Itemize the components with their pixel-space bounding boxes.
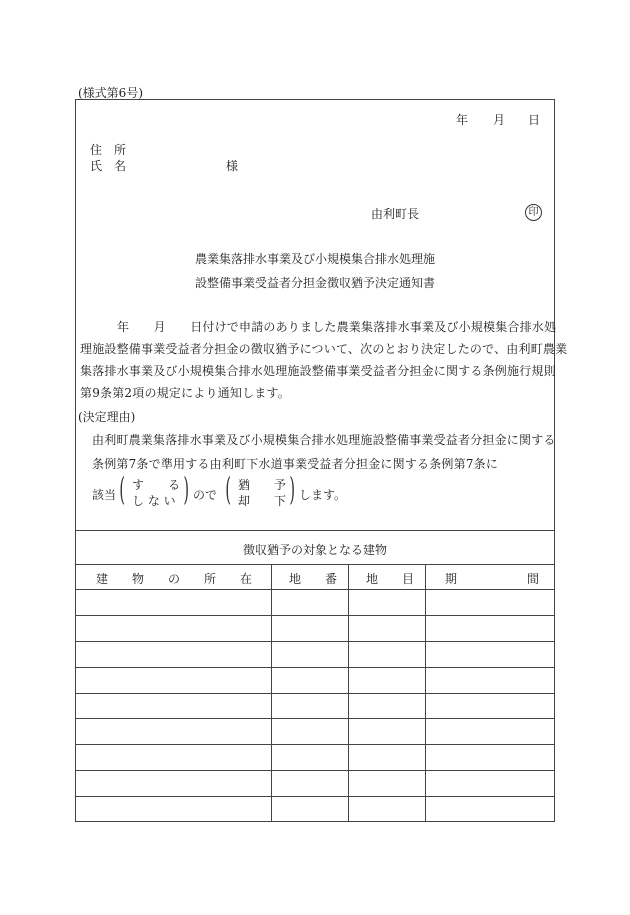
- doc-title-line2: 設整備事業受益者分担金徴収猶予決定通知書: [195, 276, 436, 290]
- header-location: 建 物 の 所 在: [96, 572, 253, 586]
- body-line-2: 理施設整備事業受益者分担金の徴収猶予について、次のとおり決定したので、由利町農業: [80, 342, 568, 356]
- header-period-end: 間: [527, 572, 540, 586]
- right-bracket-a: ): [183, 470, 190, 508]
- right-bracket-b: ): [289, 470, 296, 508]
- option-yuyo: 猶 予: [238, 478, 287, 492]
- address-label: 住 所: [90, 143, 127, 157]
- table-row-rule: [75, 718, 555, 719]
- form-number: (様式第6号): [78, 86, 143, 100]
- table-row-rule: [75, 770, 555, 771]
- date-month: 月: [493, 113, 506, 127]
- table-row-rule: [75, 615, 555, 616]
- date-day: 日: [528, 113, 541, 127]
- name-label: 氏 名: [90, 159, 127, 173]
- table-top-rule: [75, 530, 555, 531]
- table-caption: 徴収猶予の対象となる建物: [243, 543, 388, 557]
- option-kyakka: 却 下: [238, 494, 287, 508]
- seal-stamp: 印: [525, 204, 542, 221]
- table-row-rule: [75, 641, 555, 642]
- sender-title: 由利町長: [371, 207, 420, 221]
- header-lot-number: 地 番: [289, 572, 338, 586]
- table-col-rule: [271, 564, 272, 822]
- table-col-rule: [348, 564, 349, 822]
- table-row-rule: [75, 667, 555, 668]
- body-line-4: 第9条第2項の規定により通知します。: [80, 386, 290, 400]
- honorific: 様: [226, 159, 239, 173]
- table-row-rule: [75, 744, 555, 745]
- table-header-rule: [75, 589, 555, 590]
- body-line-3: 集落排水事業及び小規模集合排水処理施設整備事業受益者分担金に関する条例施行規則: [80, 364, 556, 378]
- applies-label: 該当: [92, 488, 117, 502]
- suffix-shimasu: します。: [299, 488, 347, 502]
- option-suru: す る: [132, 478, 181, 492]
- option-shinai: し な い: [132, 494, 176, 508]
- particle-node: ので: [193, 488, 218, 502]
- table-caption-rule: [75, 564, 555, 565]
- doc-title-line1: 農業集落排水事業及び小規模集合排水処理施: [195, 252, 436, 266]
- reason-label: (決定理由): [78, 410, 136, 424]
- body-line-1: 年 月 日付けで申請のありました農業集落排水事業及び小規模集合排水処: [117, 320, 557, 334]
- table-row-rule: [75, 693, 555, 694]
- reason-line-2: 条例第7条で準用する由利町下水道事業受益者分担金に関する条例第7条に: [92, 457, 499, 471]
- left-bracket-a: (: [119, 470, 126, 508]
- reason-line-1: 由利町農業集落排水事業及び小規模集合排水処理施設整備事業受益者分担金に関する: [92, 433, 556, 447]
- date-year: 年: [456, 113, 469, 127]
- header-land-category: 地 目: [366, 572, 415, 586]
- left-bracket-b: (: [225, 470, 232, 508]
- table-row-rule: [75, 796, 555, 797]
- table-col-rule: [425, 564, 426, 822]
- header-period-start: 期: [445, 572, 458, 586]
